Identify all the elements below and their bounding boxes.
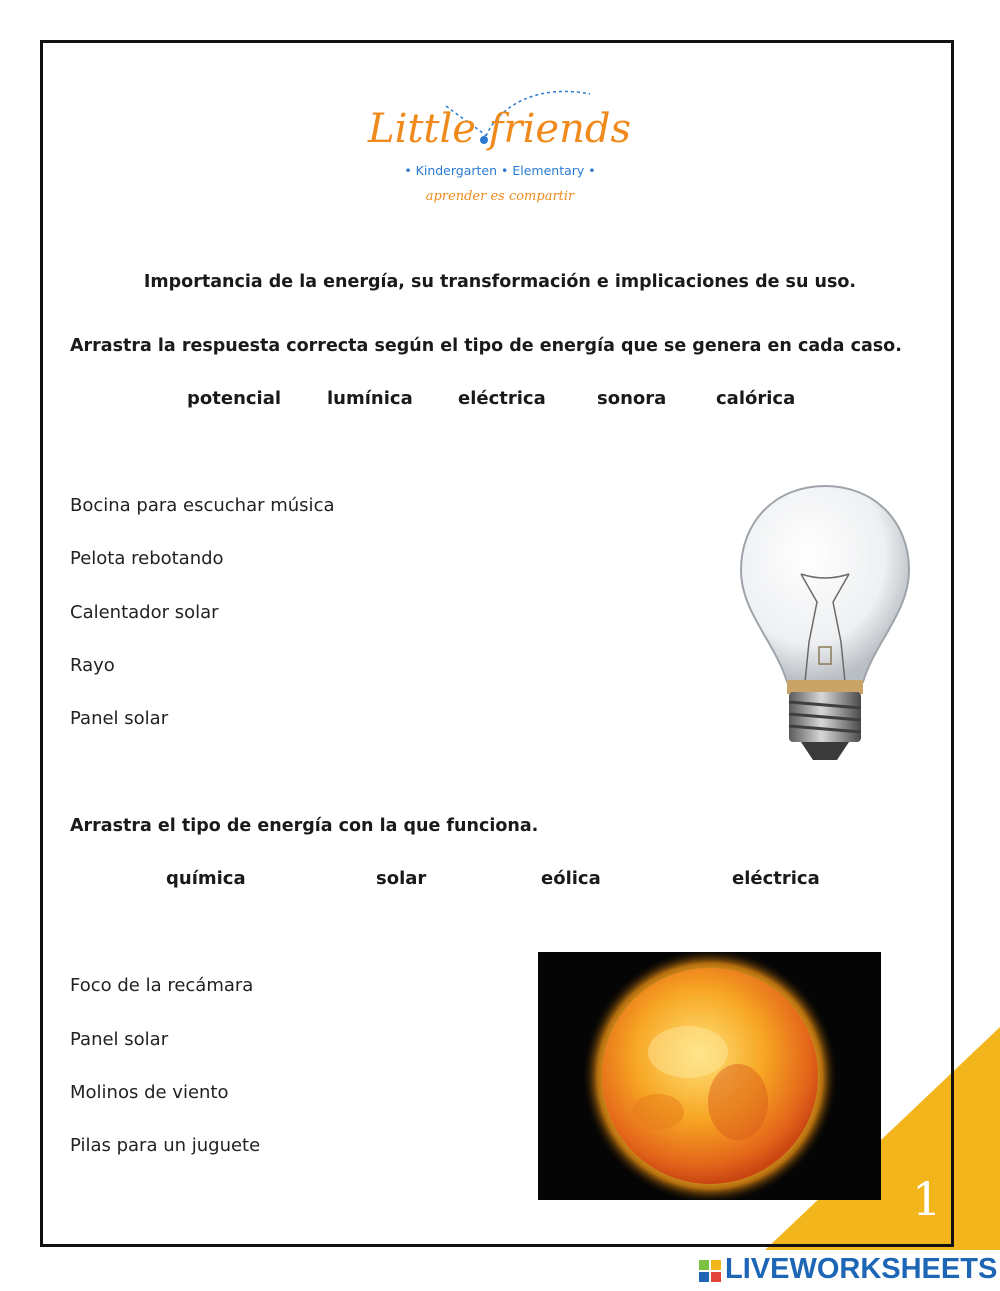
drag-option-eolica[interactable]: eólica [541, 868, 601, 889]
drag-option-electrica-2[interactable]: eléctrica [732, 868, 820, 889]
drag-option-quimica[interactable]: química [166, 868, 246, 889]
drag-option-solar[interactable]: solar [376, 868, 427, 889]
item-panel-solar: Panel solar [70, 708, 169, 729]
item-rayo: Rayo [70, 655, 115, 676]
section1-instruction: Arrastra la respuesta correcta según el tipo de energía que se genera en cada caso. [70, 336, 902, 356]
item-foco: Foco de la recámara [70, 975, 254, 996]
logo-subtitle: • Kindergarten • Elementary • [404, 163, 596, 178]
worksheet-title: Importancia de la energía, su transformación e implicaciones de su uso. [143, 272, 857, 292]
item-pilas: Pilas para un juguete [70, 1135, 261, 1156]
light-bulb-image [735, 482, 915, 767]
page-number: 1 [912, 1172, 942, 1226]
item-pelota: Pelota rebotando [70, 548, 224, 569]
drag-option-luminica[interactable]: lumínica [327, 388, 413, 409]
item-molinos: Molinos de viento [70, 1082, 229, 1103]
logo-tagline: aprender es compartir [425, 189, 575, 204]
drag-option-sonora[interactable]: sonora [597, 388, 667, 409]
section2-instruction: Arrastra el tipo de energía con la que funciona. [70, 816, 539, 836]
item-bocina: Bocina para escuchar música [70, 495, 335, 516]
drag-option-calorica[interactable]: calórica [716, 388, 796, 409]
item-panel-solar-2: Panel solar [70, 1029, 169, 1050]
sun-image [538, 952, 881, 1200]
item-calentador: Calentador solar [70, 602, 219, 623]
drag-option-potencial[interactable]: potencial [187, 388, 282, 409]
liveworksheets-logo-icon [699, 1260, 721, 1282]
logo-wordmark: Little friends [368, 106, 631, 152]
liveworksheets-brand[interactable]: LIVEWORKSHEETS [725, 1253, 998, 1285]
drag-option-electrica[interactable]: eléctrica [458, 388, 546, 409]
